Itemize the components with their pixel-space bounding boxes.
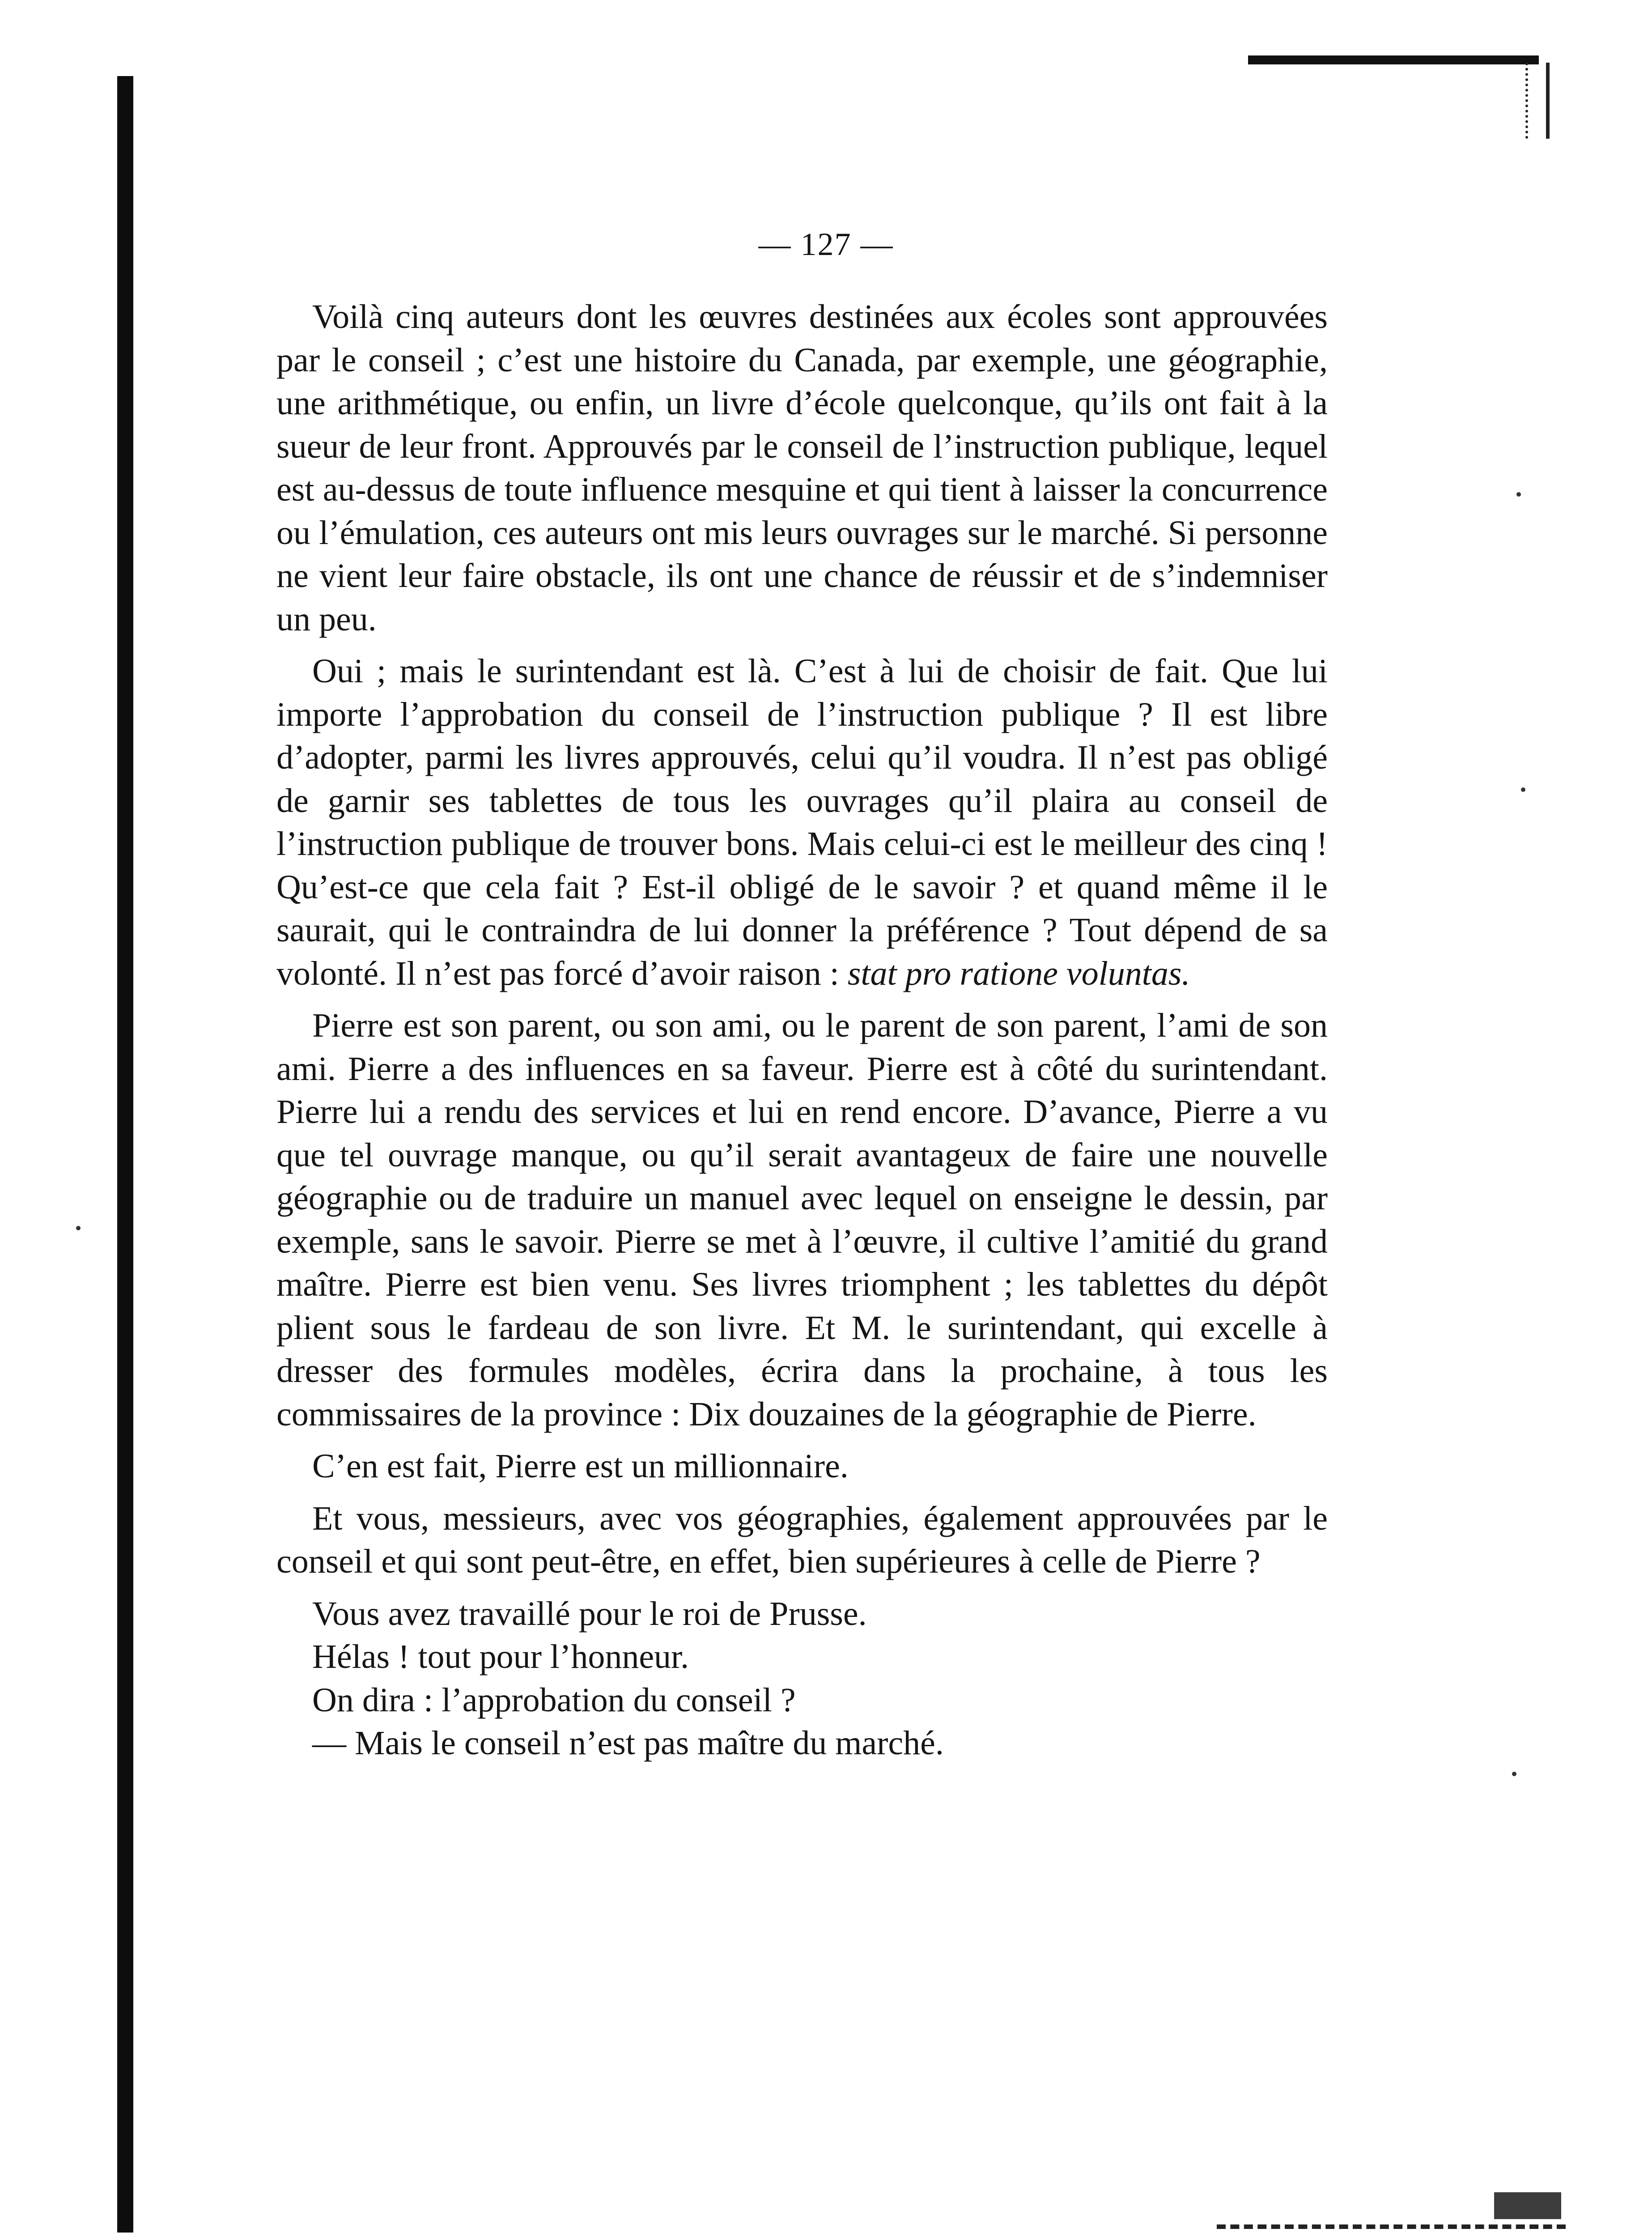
- ink-speck: [1521, 787, 1525, 792]
- paragraph: Et vous, messieurs, avec vos géographies, également approuvées par le conseil et qui sont peut-être, en effet, bien supérieures à celle de Pierre ?: [276, 1499, 1328, 1580]
- bottom-edge-mark: [1217, 2219, 1566, 2229]
- bottom-corner-blot: [1494, 2192, 1561, 2219]
- ink-speck: [76, 1226, 81, 1230]
- paragraph: Pierre est son parent, ou son ami, ou le parent de son parent, l’ami de son ami. Pierre a des influences en sa faveur. Pierre est à côté du surintendant. Pierre lui a rendu des services et lui en rend encore. D’avance, Pierre a vu que tel ouvrage manque, ou qu’il serait avantageux de faire une nouvelle géographie ou de traduire un manuel avec lequel on enseigne le dessin, par exemple, sans le savoir. Pierre se met à l’œuvre, il cultive l’amitié du grand maître. Pierre est bien venu. Ses livres triomphent ; les tablettes du dépôt plient sous le fardeau de son livre. Et M. le surintendant, qui excelle à dresser des formules modèles, écrira dans la prochaine, à tous les commissaires de la province : Dix douzaines de la géographie de Pierre.: [276, 1007, 1328, 1433]
- ink-speck: [1516, 492, 1521, 497]
- page-number: — 127 —: [758, 226, 894, 262]
- paragraph-text: Oui ; mais le surintendant est là. C’est à lui de choisir de fait. Que lui importe l’approbation du conseil de l’instruction publique ? Il est libre d’adopter, parmi les livres approuvés, celui qu’il voudra. Il n’est pas obligé de garnir ses tablettes de tous les ouvrages qu’il plaira au conseil de l’instruction publique de trouver bons. Mais celui-ci est le meilleur des cinq ! Qu’est-ce que cela fait ? Est-il obligé de le savoir ? et quand même il le saurait, qui le contraindra de lui donner la préférence ? Tout dépend de sa volonté. Il n’est pas forcé d’avoir raison :: [276, 652, 1328, 992]
- text-line: Hélas ! tout pour l’honneur.: [312, 1638, 689, 1676]
- top-edge-mark: [1248, 55, 1539, 64]
- paragraph: Voilà cinq auteurs dont les œuvres destinées aux écoles sont approuvées par le conseil ; c’est une histoire du Canada, par exemple, une géographie, une arithmétique, ou enfin, un livre d’école quelconque, qu’ils ont fait à la sueur de leur front. Approuvés par le conseil de l’instruction publique, lequel est au-dessus de toute influence mesquine et qui tient à laisser la concurrence ou l’émulation, ces auteurs ont mis leurs ouvrages sur le marché. Si personne ne vient leur faire obstacle, ils ont une chance de réussir et de s’indemniser un peu.: [276, 298, 1328, 638]
- binding-shadow: [117, 76, 133, 2233]
- latin-phrase: stat pro ratione voluntas.: [847, 954, 1190, 992]
- text-line: — Mais le conseil n’est pas maître du marché.: [312, 1724, 944, 1762]
- ink-speck: [1512, 1772, 1516, 1776]
- top-corner-mark: [1525, 63, 1550, 139]
- text-line: On dira : l’approbation du conseil ?: [312, 1681, 796, 1719]
- text-line: Vous avez travaillé pour le roi de Prusse.: [312, 1595, 867, 1633]
- body-text: [276, 295, 1328, 1765]
- paragraph: C’en est fait, Pierre est un millionnaire.: [312, 1447, 849, 1485]
- paragraph: [276, 650, 1328, 995]
